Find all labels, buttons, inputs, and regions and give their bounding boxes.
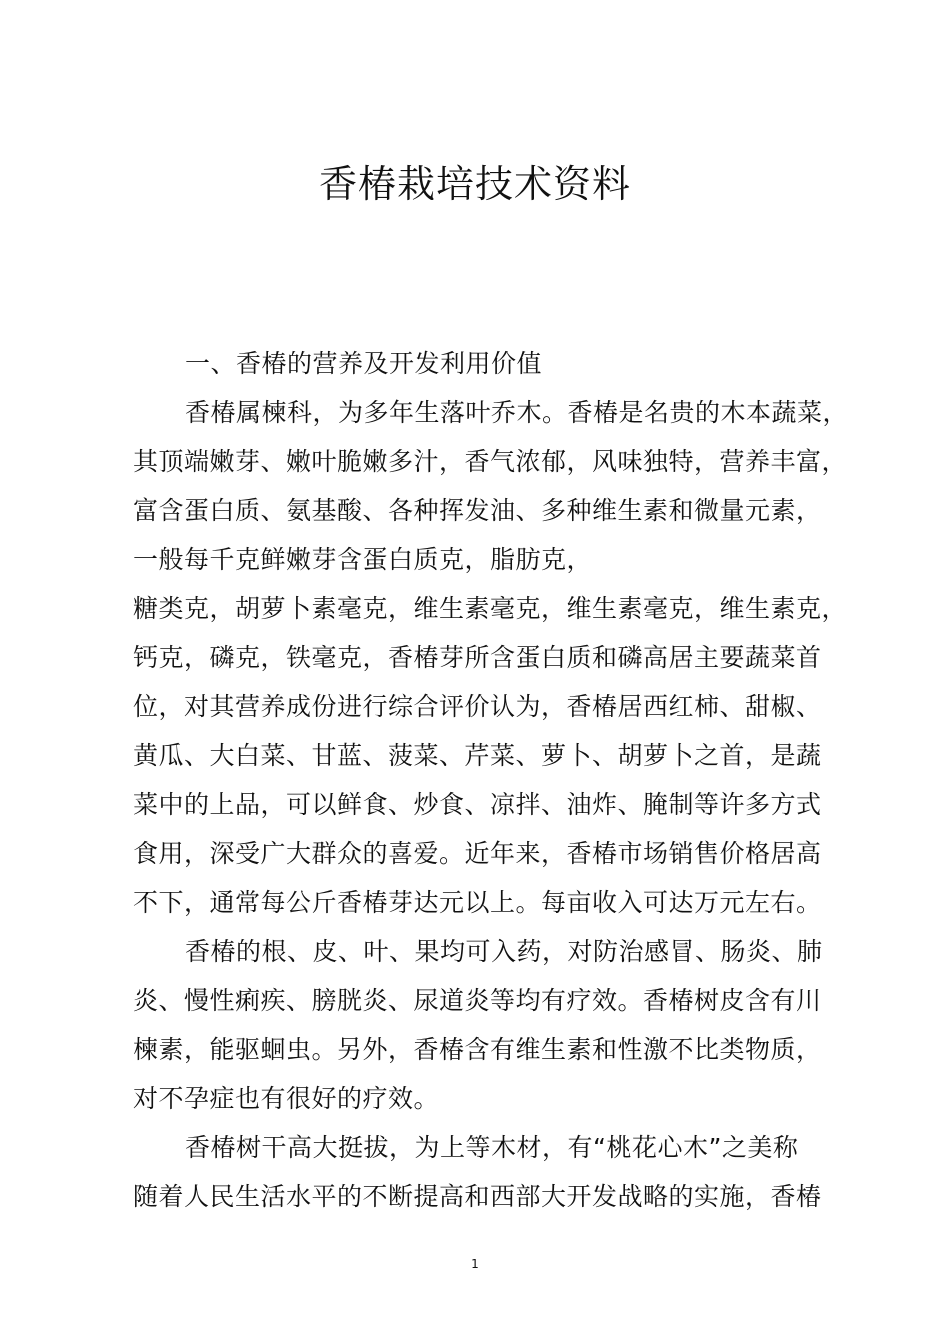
page-number: 1	[471, 1257, 479, 1271]
paragraph-line: 香椿树干高大挺拔，为上等木材，有“桃花心木”之美称	[185, 1133, 799, 1162]
paragraph-line: 香椿的根、皮、叶、果均可入药，对防治感冒、肠炎、肺	[185, 937, 823, 966]
paragraph-line: 香椿属楝科，为多年生落叶乔木。香椿是名贵的木本蔬菜，	[185, 398, 849, 427]
paragraph-line: 其顶端嫩芽、嫩叶脆嫩多汁，香气浓郁，风味独特，营养丰富，	[133, 447, 848, 476]
paragraph-line: 钙克，磷克，铁毫克，香椿芽所含蛋白质和磷高居主要蔬菜首	[133, 643, 822, 672]
paragraph-line: 位，对其营养成份进行综合评价认为，香椿居西红柿、甜椒、	[133, 692, 822, 721]
paragraph-line: 楝素，能驱蛔虫。另外，香椿含有维生素和性激不比类物质，	[133, 1035, 822, 1064]
paragraph-line: 随着人民生活水平的不断提高和西部大开发战略的实施，香椿	[133, 1182, 822, 1211]
paragraph-line: 对不孕症也有很好的疗效。	[133, 1084, 440, 1113]
paragraph-line: 黄瓜、大白菜、甘蓝、菠菜、芹菜、萝卜、胡萝卜之首，是蔬	[133, 741, 822, 770]
document-body	[133, 339, 849, 1221]
paragraph-line: 食用，深受广大群众的喜爱。近年来，香椿市场销售价格居高	[133, 839, 822, 868]
paragraph-line: 炎、慢性痢疾、膀胱炎、尿道炎等均有疗效。香椿树皮含有川	[133, 986, 822, 1015]
document-title: 香椿栽培技术资料	[318, 162, 631, 206]
section-heading: 一、香椿的营养及开发利用价值	[185, 349, 543, 378]
paragraph-line: 菜中的上品，可以鲜食、炒食、凉拌、油炸、腌制等许多方式	[133, 790, 822, 819]
paragraph-line: 富含蛋白质、氨基酸、各种挥发油、多种维生素和微量元素，	[133, 496, 822, 525]
paragraph-line: 糖类克，胡萝卜素毫克，维生素毫克，维生素毫克，维生素克，	[133, 594, 848, 623]
paragraph-line: 不下，通常每公斤香椿芽达元以上。每亩收入可达万元左右。	[133, 888, 822, 917]
paragraph-line: 一般每千克鲜嫩芽含蛋白质克，脂肪克，	[133, 545, 593, 574]
